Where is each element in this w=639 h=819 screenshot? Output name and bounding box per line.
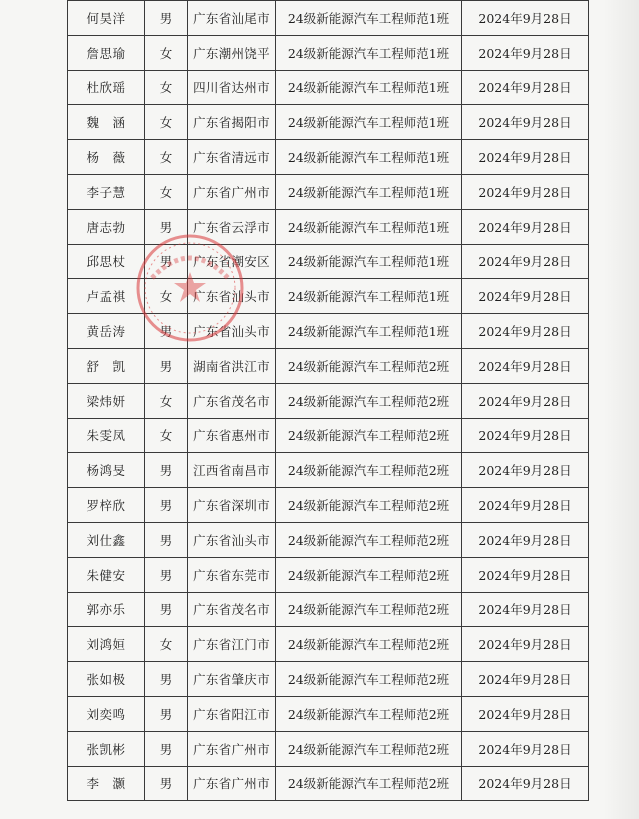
origin-cell: 广东省广州市 bbox=[188, 174, 276, 209]
class-cell: 24级新能源汽车工程师范1班 bbox=[276, 70, 462, 105]
origin-cell: 广东省汕尾市 bbox=[188, 1, 276, 36]
class-cell: 24级新能源汽车工程师范1班 bbox=[276, 314, 462, 349]
student-name-cell: 刘仕鑫 bbox=[68, 522, 145, 557]
table-row bbox=[68, 766, 589, 801]
class-cell: 24级新能源汽车工程师范2班 bbox=[276, 453, 462, 488]
date-cell: 2024年9月28日 bbox=[462, 662, 589, 697]
gender-cell: 女 bbox=[145, 174, 188, 209]
student-name-cell: 黄岳涛 bbox=[68, 314, 145, 349]
class-cell: 24级新能源汽车工程师范1班 bbox=[276, 140, 462, 175]
student-name-cell: 刘奕鸣 bbox=[68, 696, 145, 731]
gender-cell: 女 bbox=[145, 383, 188, 418]
table-row bbox=[68, 70, 589, 105]
gender-cell: 男 bbox=[145, 314, 188, 349]
origin-cell: 广东省汕头市 bbox=[188, 279, 276, 314]
table-row bbox=[68, 244, 589, 279]
class-cell: 24级新能源汽车工程师范1班 bbox=[276, 105, 462, 140]
gender-cell: 男 bbox=[145, 1, 188, 36]
date-cell: 2024年9月28日 bbox=[462, 453, 589, 488]
gender-cell: 女 bbox=[145, 418, 188, 453]
page-edge-shadow bbox=[603, 0, 639, 819]
table-row bbox=[68, 522, 589, 557]
student-name-cell: 朱健安 bbox=[68, 557, 145, 592]
student-name-cell: 李 灏 bbox=[68, 766, 145, 801]
class-cell: 24级新能源汽车工程师范2班 bbox=[276, 766, 462, 801]
gender-cell: 男 bbox=[145, 209, 188, 244]
origin-cell: 广东省云浮市 bbox=[188, 209, 276, 244]
date-cell: 2024年9月28日 bbox=[462, 488, 589, 523]
gender-cell: 男 bbox=[145, 244, 188, 279]
gender-cell: 女 bbox=[145, 35, 188, 70]
class-cell: 24级新能源汽车工程师范1班 bbox=[276, 279, 462, 314]
gender-cell: 男 bbox=[145, 592, 188, 627]
origin-cell: 广东省茂名市 bbox=[188, 592, 276, 627]
date-cell: 2024年9月28日 bbox=[462, 418, 589, 453]
date-cell: 2024年9月28日 bbox=[462, 70, 589, 105]
gender-cell: 男 bbox=[145, 696, 188, 731]
origin-cell: 广东省阳江市 bbox=[188, 696, 276, 731]
origin-cell: 广东省汕头市 bbox=[188, 314, 276, 349]
origin-cell: 广东省东莞市 bbox=[188, 557, 276, 592]
class-cell: 24级新能源汽车工程师范2班 bbox=[276, 383, 462, 418]
student-name-cell: 李子慧 bbox=[68, 174, 145, 209]
class-cell: 24级新能源汽车工程师范1班 bbox=[276, 244, 462, 279]
table-row bbox=[68, 418, 589, 453]
class-cell: 24级新能源汽车工程师范1班 bbox=[276, 209, 462, 244]
student-roster-table bbox=[67, 0, 589, 801]
gender-cell: 女 bbox=[145, 627, 188, 662]
table-row bbox=[68, 627, 589, 662]
table-row bbox=[68, 488, 589, 523]
table-row bbox=[68, 453, 589, 488]
class-cell: 24级新能源汽车工程师范2班 bbox=[276, 348, 462, 383]
student-name-cell: 刘鸿姮 bbox=[68, 627, 145, 662]
student-name-cell: 郭亦乐 bbox=[68, 592, 145, 627]
gender-cell: 男 bbox=[145, 766, 188, 801]
date-cell: 2024年9月28日 bbox=[462, 627, 589, 662]
date-cell: 2024年9月28日 bbox=[462, 522, 589, 557]
origin-cell: 广东省广州市 bbox=[188, 766, 276, 801]
gender-cell: 男 bbox=[145, 557, 188, 592]
origin-cell: 广东省揭阳市 bbox=[188, 105, 276, 140]
table-row bbox=[68, 592, 589, 627]
student-name-cell: 杨 薇 bbox=[68, 140, 145, 175]
origin-cell: 广东潮州饶平 bbox=[188, 35, 276, 70]
date-cell: 2024年9月28日 bbox=[462, 592, 589, 627]
student-name-cell: 唐志勃 bbox=[68, 209, 145, 244]
table-row bbox=[68, 174, 589, 209]
table-row bbox=[68, 383, 589, 418]
student-name-cell: 杨鸿旻 bbox=[68, 453, 145, 488]
date-cell: 2024年9月28日 bbox=[462, 314, 589, 349]
origin-cell: 广东省汕头市 bbox=[188, 522, 276, 557]
date-cell: 2024年9月28日 bbox=[462, 1, 589, 36]
class-cell: 24级新能源汽车工程师范2班 bbox=[276, 557, 462, 592]
date-cell: 2024年9月28日 bbox=[462, 731, 589, 766]
student-name-cell: 詹思瑜 bbox=[68, 35, 145, 70]
class-cell: 24级新能源汽车工程师范2班 bbox=[276, 696, 462, 731]
origin-cell: 广东省清远市 bbox=[188, 140, 276, 175]
table-row bbox=[68, 140, 589, 175]
gender-cell: 男 bbox=[145, 453, 188, 488]
gender-cell: 男 bbox=[145, 488, 188, 523]
student-name-cell: 舒 凯 bbox=[68, 348, 145, 383]
date-cell: 2024年9月28日 bbox=[462, 766, 589, 801]
student-name-cell: 卢孟祺 bbox=[68, 279, 145, 314]
class-cell: 24级新能源汽车工程师范2班 bbox=[276, 731, 462, 766]
origin-cell: 广东省茂名市 bbox=[188, 383, 276, 418]
gender-cell: 男 bbox=[145, 662, 188, 697]
student-name-cell: 张凯彬 bbox=[68, 731, 145, 766]
student-name-cell: 邱思杖 bbox=[68, 244, 145, 279]
class-cell: 24级新能源汽车工程师范2班 bbox=[276, 418, 462, 453]
origin-cell: 广东省潮安区 bbox=[188, 244, 276, 279]
gender-cell: 女 bbox=[145, 70, 188, 105]
class-cell: 24级新能源汽车工程师范1班 bbox=[276, 174, 462, 209]
table-row bbox=[68, 105, 589, 140]
table-row bbox=[68, 348, 589, 383]
table-row bbox=[68, 35, 589, 70]
student-name-cell: 魏 涵 bbox=[68, 105, 145, 140]
student-name-cell: 朱雯凤 bbox=[68, 418, 145, 453]
gender-cell: 女 bbox=[145, 105, 188, 140]
date-cell: 2024年9月28日 bbox=[462, 209, 589, 244]
origin-cell: 广东省深圳市 bbox=[188, 488, 276, 523]
table-row bbox=[68, 557, 589, 592]
gender-cell: 男 bbox=[145, 731, 188, 766]
date-cell: 2024年9月28日 bbox=[462, 35, 589, 70]
origin-cell: 广东省肇庆市 bbox=[188, 662, 276, 697]
table-row bbox=[68, 696, 589, 731]
student-name-cell: 杜欣瑶 bbox=[68, 70, 145, 105]
date-cell: 2024年9月28日 bbox=[462, 348, 589, 383]
class-cell: 24级新能源汽车工程师范2班 bbox=[276, 662, 462, 697]
date-cell: 2024年9月28日 bbox=[462, 244, 589, 279]
class-cell: 24级新能源汽车工程师范2班 bbox=[276, 488, 462, 523]
date-cell: 2024年9月28日 bbox=[462, 279, 589, 314]
table-row bbox=[68, 1, 589, 36]
roster-body bbox=[68, 1, 589, 801]
origin-cell: 广东省广州市 bbox=[188, 731, 276, 766]
table-row bbox=[68, 731, 589, 766]
origin-cell: 广东省惠州市 bbox=[188, 418, 276, 453]
date-cell: 2024年9月28日 bbox=[462, 383, 589, 418]
gender-cell: 男 bbox=[145, 522, 188, 557]
origin-cell: 湖南省洪江市 bbox=[188, 348, 276, 383]
class-cell: 24级新能源汽车工程师范2班 bbox=[276, 627, 462, 662]
class-cell: 24级新能源汽车工程师范2班 bbox=[276, 592, 462, 627]
origin-cell: 广东省江门市 bbox=[188, 627, 276, 662]
date-cell: 2024年9月28日 bbox=[462, 557, 589, 592]
origin-cell: 四川省达州市 bbox=[188, 70, 276, 105]
class-cell: 24级新能源汽车工程师范1班 bbox=[276, 1, 462, 36]
date-cell: 2024年9月28日 bbox=[462, 696, 589, 731]
gender-cell: 女 bbox=[145, 140, 188, 175]
gender-cell: 男 bbox=[145, 348, 188, 383]
class-cell: 24级新能源汽车工程师范2班 bbox=[276, 522, 462, 557]
student-name-cell: 张如极 bbox=[68, 662, 145, 697]
student-name-cell: 何昊洋 bbox=[68, 1, 145, 36]
date-cell: 2024年9月28日 bbox=[462, 174, 589, 209]
date-cell: 2024年9月28日 bbox=[462, 105, 589, 140]
table-row bbox=[68, 209, 589, 244]
table-row bbox=[68, 314, 589, 349]
date-cell: 2024年9月28日 bbox=[462, 140, 589, 175]
gender-cell: 女 bbox=[145, 279, 188, 314]
origin-cell: 江西省南昌市 bbox=[188, 453, 276, 488]
table-row bbox=[68, 279, 589, 314]
class-cell: 24级新能源汽车工程师范1班 bbox=[276, 35, 462, 70]
student-name-cell: 罗梓欣 bbox=[68, 488, 145, 523]
student-name-cell: 梁炜妍 bbox=[68, 383, 145, 418]
table-row bbox=[68, 662, 589, 697]
